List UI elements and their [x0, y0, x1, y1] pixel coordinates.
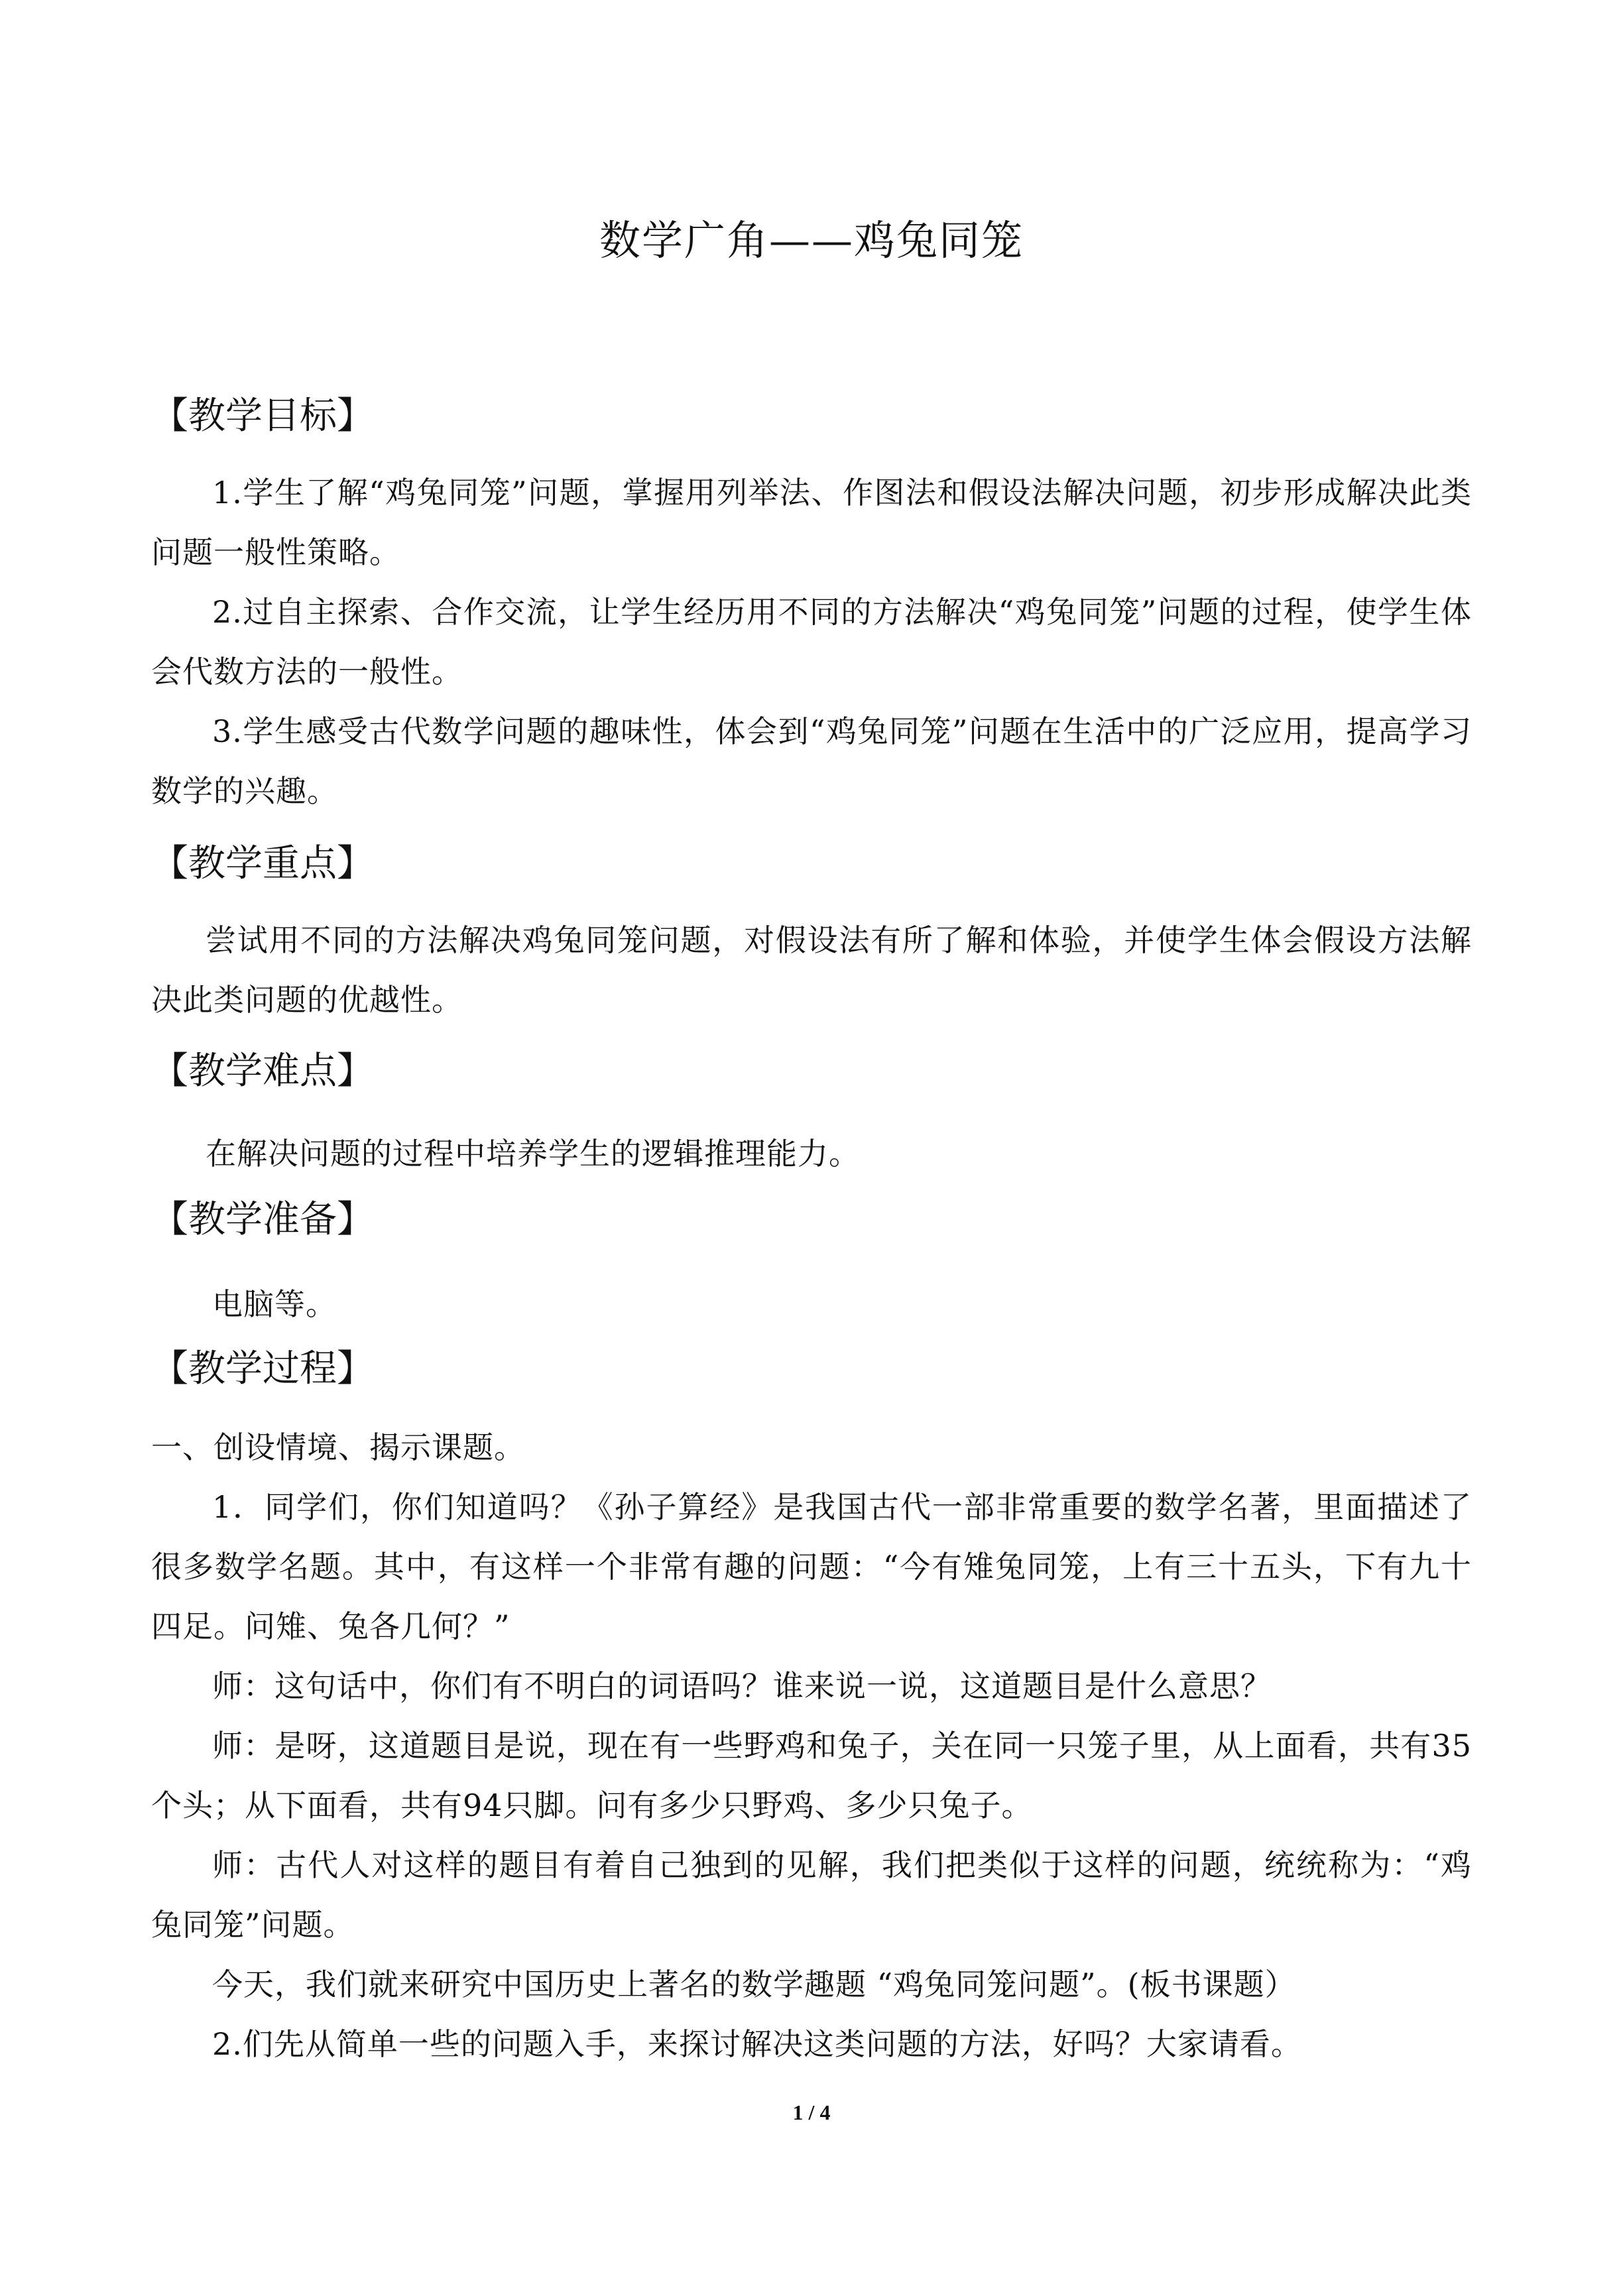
heading-difficulties: 【教学难点】: [151, 1050, 374, 1093]
process-paragraph: 师：这句话中，你们有不明白的词语吗？谁来说一说，这道题目是什么意思？: [212, 1668, 1272, 1704]
process-paragraph: 2.们先从简单一些的问题入手，来探讨解决这类问题的方法，好吗？大家请看。: [212, 2026, 1302, 2062]
document-title: 数学广角——鸡兔同笼: [599, 216, 1024, 265]
process-step-title: 一、创设情境、揭示课题。: [151, 1429, 525, 1465]
process-paragraph: 今天，我们就来研究中国历史上著名的数学趣题 “鸡兔同笼问题”。(板书课题）: [212, 1966, 1296, 2002]
preparation-text: 电脑等。: [212, 1286, 337, 1322]
heading-objectives: 【教学目标】: [151, 394, 374, 438]
difficulties-text: 在解决问题的过程中培养学生的逻辑推理能力。: [206, 1136, 860, 1172]
process-paragraph: 师：是呀，这道题目是说，现在有一些野鸡和兔子，关在同一只笼子里，从上面看，共有35个头；从下面看，共有94只脚。问有多少只野鸡、多少只兔子。: [151, 1728, 1472, 1823]
process-paragraph: 师：古代人对这样的题目有着自己独到的见解，我们把类似于这样的问题，统统称为：“鸡兔同笼”问题。: [151, 1847, 1472, 1943]
objective-item-1: 1.学生了解“鸡兔同笼”问题，掌握用列举法、作图法和假设法解决问题，初步形成解决此类问题一般性策略。: [151, 475, 1472, 570]
heading-key-points: 【教学重点】: [151, 842, 374, 885]
objective-item-3: 3.学生感受古代数学问题的趣味性，体会到“鸡兔同笼”问题在生活中的广泛应用，提高学习数学的兴趣。: [151, 713, 1472, 809]
heading-preparation: 【教学准备】: [151, 1198, 374, 1241]
page-number: 1 / 4: [792, 2100, 831, 2124]
objective-item-2: 2.过自主探索、合作交流，让学生经历用不同的方法解决“鸡兔同笼”问题的过程，使学生体会代数方法的一般性。: [151, 594, 1472, 690]
heading-process: 【教学过程】: [151, 1347, 374, 1390]
process-paragraph: 1．同学们，你们知道吗？《孙子算经》是我国古代一部非常重要的数学名著，里面描述了很多数学名题。其中，有这样一个非常有趣的问题：“今有雉兔同笼，上有三十五头，下有九十四足。问雉、兔各几何？”: [151, 1489, 1472, 1644]
key-points-text: 尝试用不同的方法解决鸡兔同笼问题，对假设法有所了解和体验，并使学生体会假设方法解决此类问题的优越性。: [151, 922, 1472, 1018]
